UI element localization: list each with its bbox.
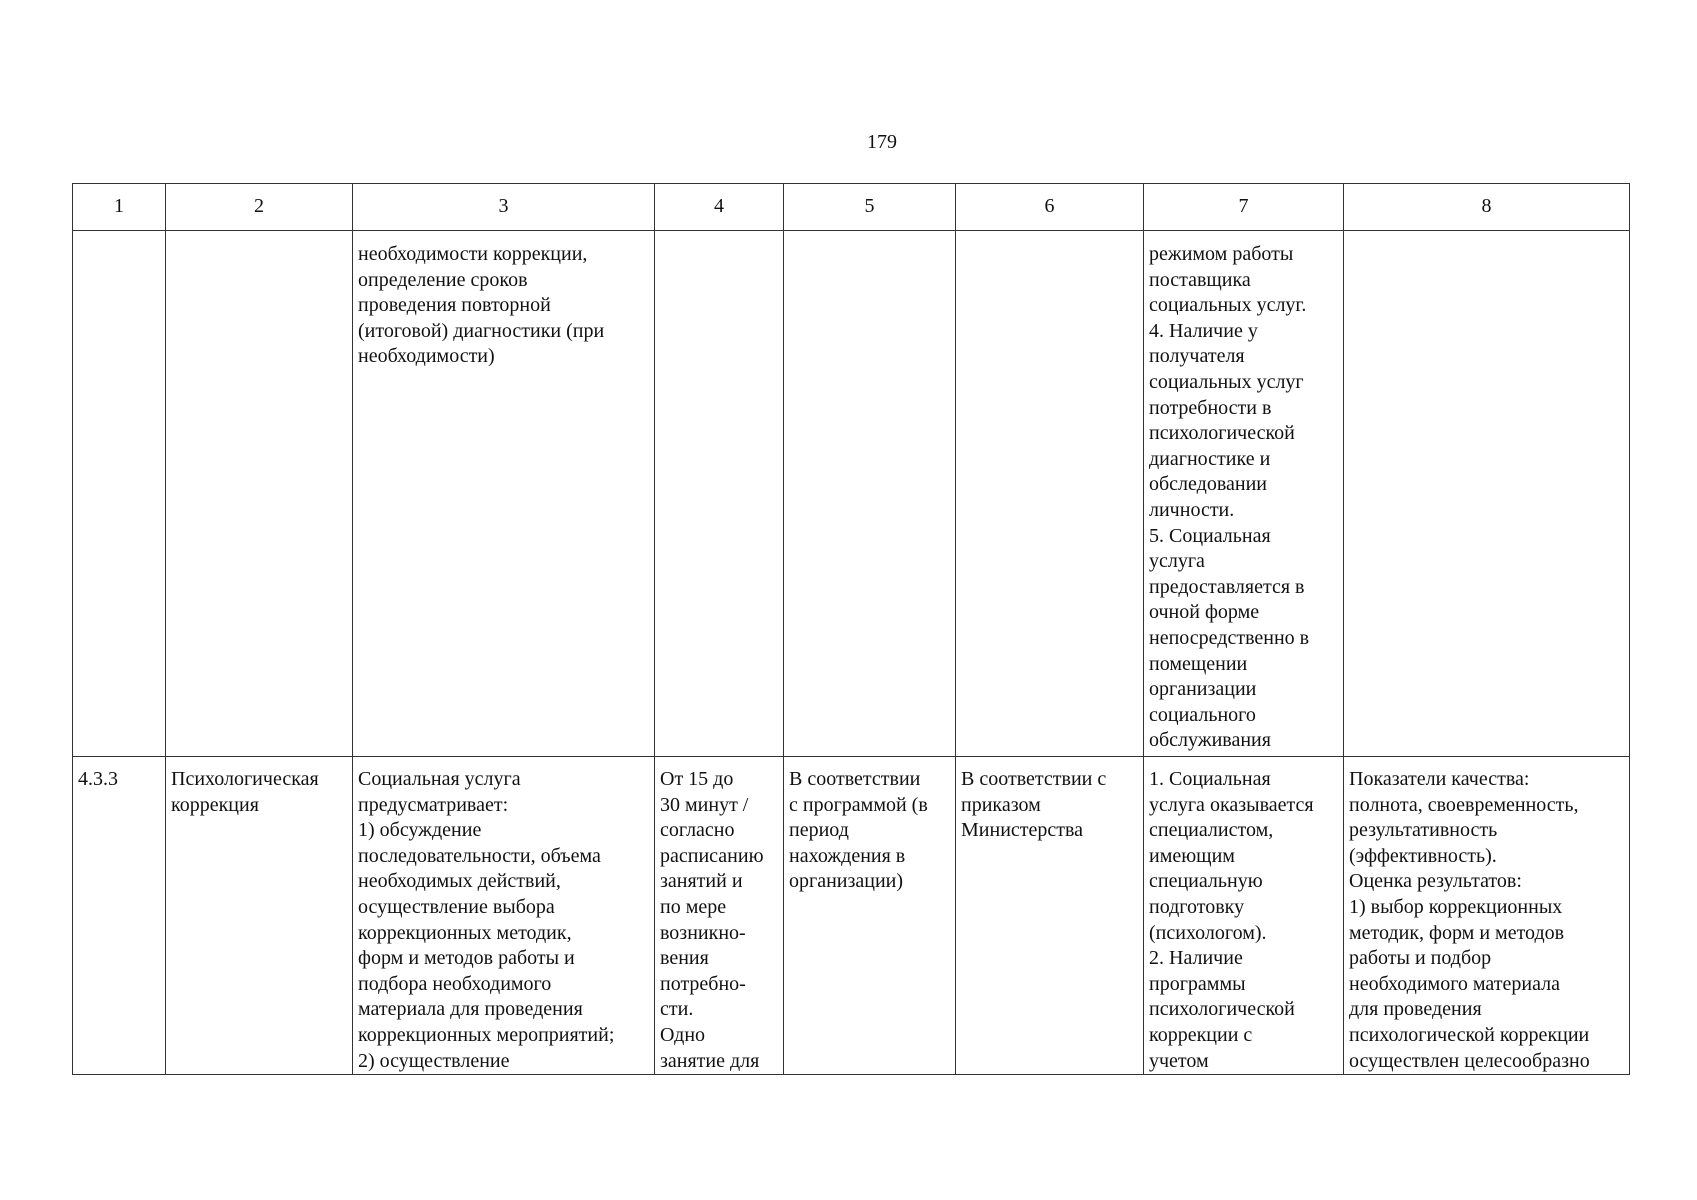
cell-duration: От 15 до 30 минут / согласно расписанию занятий и по мере возникно- вения потребно- сти. Одно занятие для xyxy=(655,757,784,1075)
cell-quality-indicators xyxy=(1344,231,1630,757)
cell-tariff: В соответствии с приказом Министерства xyxy=(956,757,1144,1075)
cell-duration xyxy=(655,231,784,757)
table-row xyxy=(73,231,1630,757)
header-cell-6: 6 xyxy=(956,184,1144,231)
cell-number xyxy=(73,231,166,757)
header-cell-5: 5 xyxy=(784,184,956,231)
header-cell-4: 4 xyxy=(655,184,784,231)
page-number: 179 xyxy=(867,131,897,153)
header-cell-2: 2 xyxy=(166,184,353,231)
cell-service-name xyxy=(166,231,353,757)
header-cell-7: 7 xyxy=(1144,184,1344,231)
cell-conditions: режимом работы поставщика социальных услуг. 4. Наличие у получателя социальных услуг потребности в психологической диагностике и обследовании личности. 5. Социальная услуга предоставляется в очной форме непосредственно в помещении организации социального обслуживания xyxy=(1144,231,1344,757)
cell-quality-indicators: Показатели качества: полнота, своевременность, результативность (эффективность). Оценка результатов: 1) выбор коррекционных методик, форм и методов работы и подбор необходимого материала для проведения психологической коррекции осуществлен целесообразно xyxy=(1344,757,1630,1075)
cell-tariff xyxy=(956,231,1144,757)
services-table xyxy=(72,183,1630,1075)
cell-frequency xyxy=(784,231,956,757)
cell-frequency: В соответствии с программой (в период нахождения в организации) xyxy=(784,757,956,1075)
header-cell-8: 8 xyxy=(1344,184,1630,231)
header-cell-3: 3 xyxy=(353,184,655,231)
cell-service-name: Психологическая коррекция xyxy=(166,757,353,1075)
cell-conditions: 1. Социальная услуга оказывается специалистом, имеющим специальную подготовку (психологом). 2. Наличие программы психологической коррекции с учетом xyxy=(1144,757,1344,1075)
table-row xyxy=(73,757,1630,1075)
cell-service-description: необходимости коррекции, определение сроков проведения повторной (итоговой) диагностики (при необходимости) xyxy=(353,231,655,757)
table-header-row xyxy=(73,184,1630,231)
header-cell-1: 1 xyxy=(73,184,166,231)
cell-service-description: Социальная услуга предусматривает: 1) обсуждение последовательности, объема необходимых действий, осуществление выбора коррекционных методик, форм и методов работы и подбора необходимого материала для проведения коррекционных мероприятий; 2) осуществление xyxy=(353,757,655,1075)
cell-number: 4.3.3 xyxy=(73,757,166,1075)
